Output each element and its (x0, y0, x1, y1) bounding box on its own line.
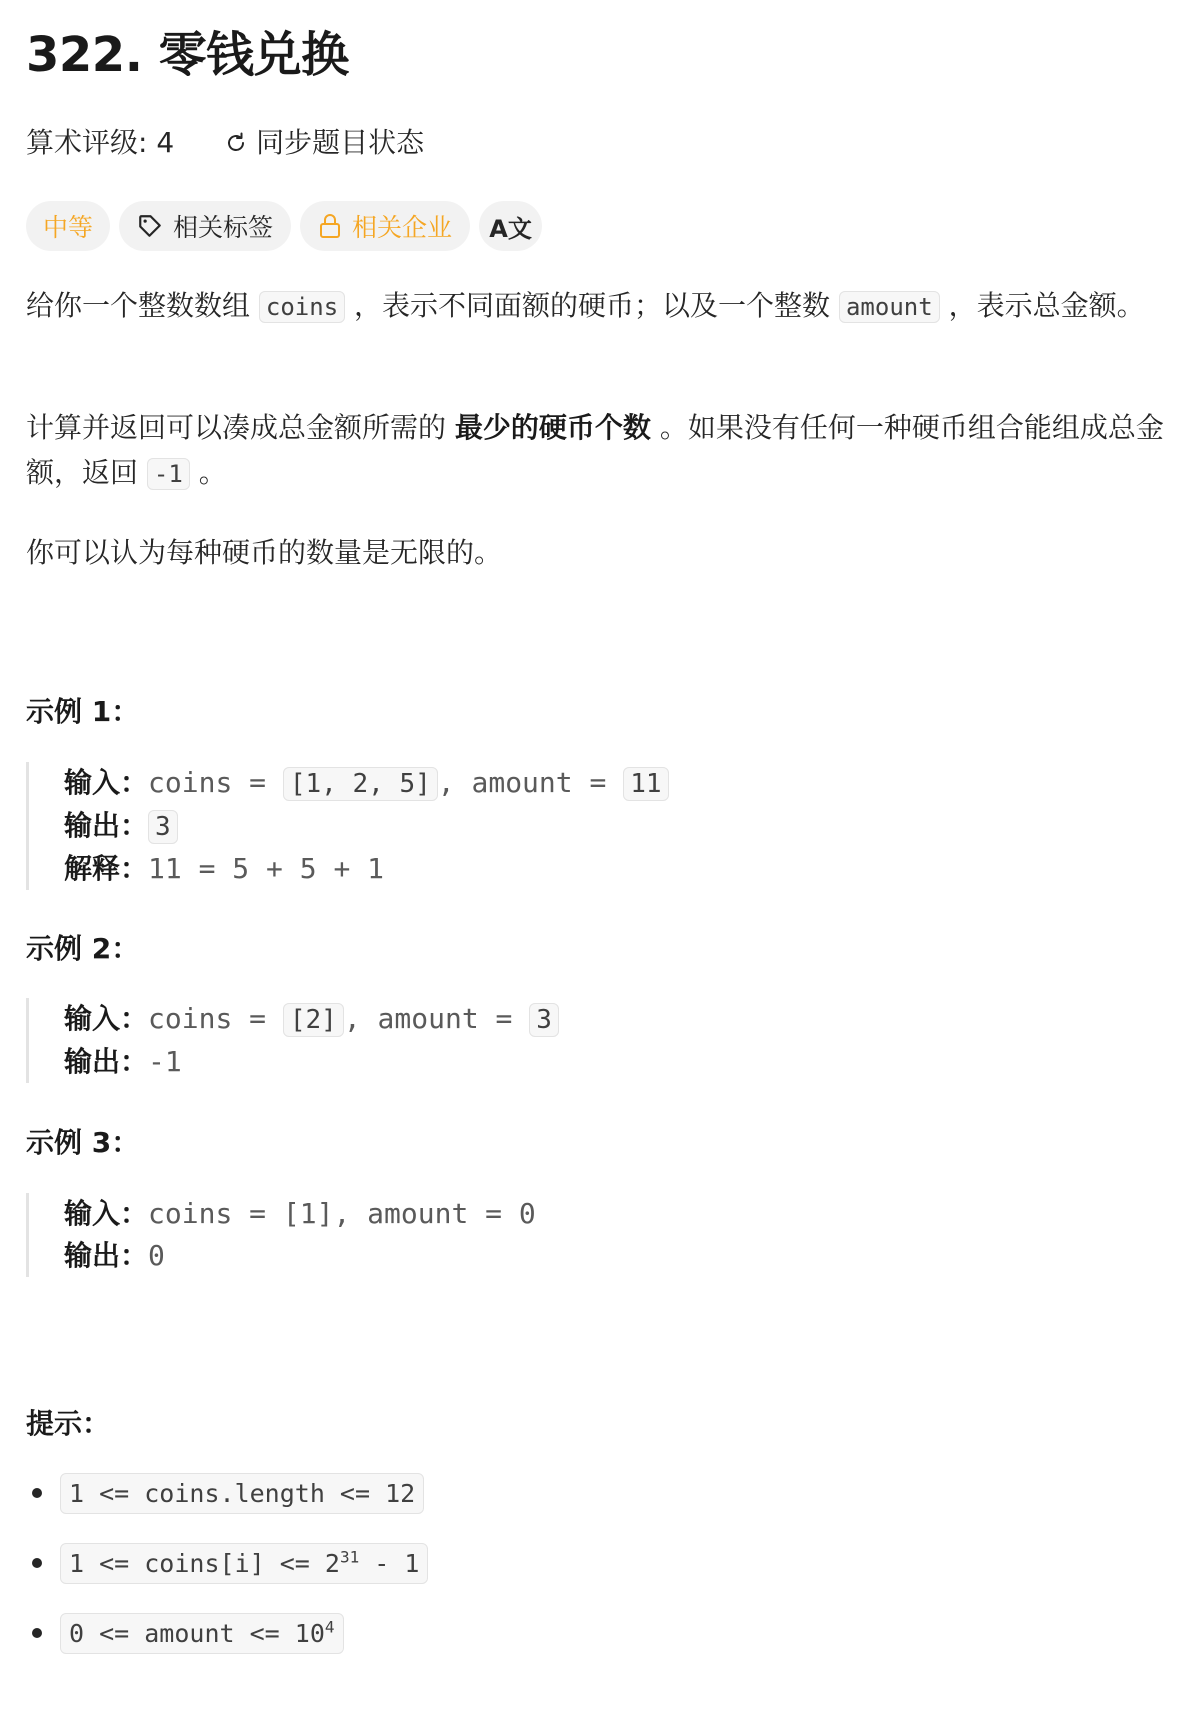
example-2-title: 示例 2： (26, 932, 140, 965)
hint-code: 1 <= coins.length <= 12 (60, 1473, 424, 1514)
related-tags-button[interactable] (119, 201, 291, 251)
example-input-line (64, 998, 559, 1041)
hint-exponent: 4 (324, 1617, 335, 1637)
rating-label: 算术评级: 4 (26, 126, 175, 159)
inline-code-coins: coins (259, 291, 345, 323)
translate-button[interactable] (479, 201, 542, 251)
output-text: 0 (148, 1239, 165, 1272)
list-item (26, 1468, 428, 1518)
example-2-block (26, 998, 559, 1083)
input-text: , amount = (437, 766, 624, 799)
example-input-line (64, 762, 669, 805)
problem-title: 322. 零钱兑换 (26, 27, 349, 83)
translate-icon: A文 (489, 214, 532, 243)
output-label: 输出： (64, 1239, 149, 1272)
description-text: 计算并返回可以凑成总金额所需的 (26, 411, 455, 444)
hints-title: 提示： (26, 1407, 111, 1440)
refresh-icon (224, 131, 248, 155)
description-text: 。如果没有任何一种硬币组合能组成总金额，返回 (26, 411, 1164, 489)
list-item (26, 1608, 428, 1658)
input-text: coins = (148, 766, 283, 799)
example-3-title: 示例 3： (26, 1126, 140, 1159)
hint-text: 0 <= amount <= 10 (69, 1618, 325, 1648)
description-paragraph-2 (26, 405, 1166, 497)
example-output-line (64, 1235, 536, 1277)
emphasis-text: 最少的硬币个数 (454, 411, 651, 444)
description-paragraph-3: 你可以认为每种硬币的数量是无限的。 (26, 536, 503, 569)
hint-code (60, 1613, 344, 1654)
problem-meta (26, 123, 424, 163)
hint-exponent: 31 (339, 1547, 360, 1567)
output-label: 输出： (64, 1045, 149, 1078)
inline-code: 3 (148, 810, 178, 844)
input-label: 输入： (64, 766, 149, 799)
example-output-line (64, 1041, 559, 1083)
input-label: 输入： (64, 1197, 149, 1230)
output-text: -1 (148, 1045, 182, 1078)
hint-text: - 1 (359, 1548, 420, 1578)
input-text: , amount = (343, 1002, 530, 1035)
inline-code: 3 (529, 1003, 559, 1037)
input-text: coins = [1], amount = 0 (148, 1197, 536, 1230)
hints-list (26, 1468, 428, 1678)
input-text: coins = (148, 1002, 283, 1035)
example-input-line (64, 1193, 536, 1235)
explain-label: 解释： (64, 852, 149, 885)
description-text: 给你一个整数数组 (26, 289, 259, 322)
description-text: ，表示不同面额的硬币；以及一个整数 (345, 289, 839, 322)
hint-code (60, 1543, 428, 1584)
inline-code-amount: amount (839, 291, 940, 323)
related-tags-label: 相关标签 (173, 213, 274, 242)
sync-status-label: 同步题目状态 (256, 126, 425, 159)
explain-text: 11 = 5 + 5 + 1 (148, 852, 385, 885)
related-companies-button[interactable] (300, 201, 470, 251)
example-output-line (64, 805, 669, 848)
output-label: 输出： (64, 809, 149, 842)
input-label: 输入： (64, 1002, 149, 1035)
inline-code: [1, 2, 5] (283, 767, 438, 801)
example-3-block (26, 1193, 536, 1277)
hint-text: 1 <= coins[i] <= 2 (69, 1548, 340, 1578)
lock-icon (318, 213, 342, 239)
sync-status-button[interactable] (224, 123, 424, 163)
difficulty-badge[interactable]: 中等 (26, 201, 110, 251)
example-explain-line (64, 848, 669, 890)
tag-icon (137, 213, 163, 239)
related-companies-label: 相关企业 (352, 213, 453, 242)
inline-code-minus-one: -1 (147, 458, 190, 490)
list-item (26, 1538, 428, 1588)
tag-chips (26, 201, 542, 251)
description-text: 。 (189, 456, 227, 489)
description-paragraph-1 (26, 283, 1166, 330)
example-1-block (26, 762, 669, 890)
inline-code: [2] (283, 1003, 344, 1037)
example-1-title: 示例 1： (26, 695, 140, 728)
inline-code: 11 (623, 767, 668, 801)
description-text: ，表示总金额。 (939, 289, 1145, 322)
